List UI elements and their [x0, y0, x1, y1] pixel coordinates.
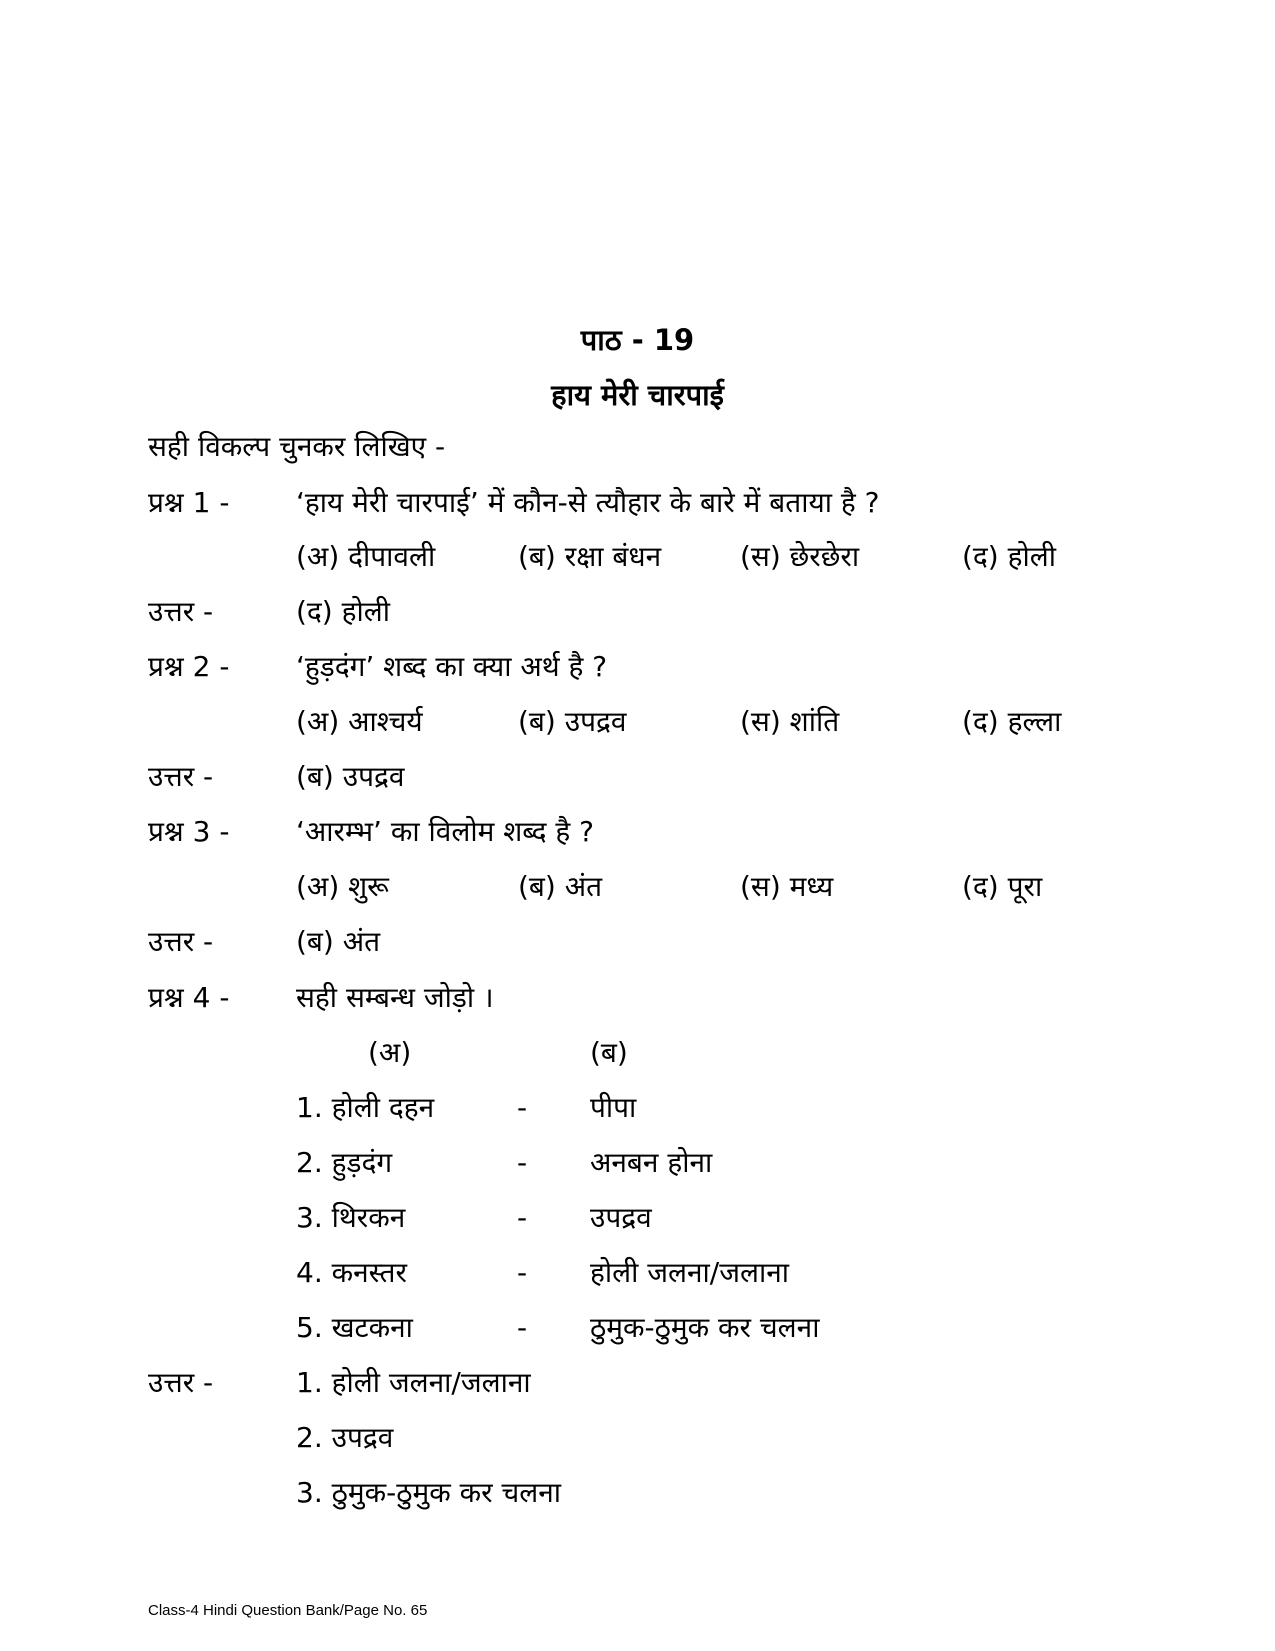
question-1-label: प्रश्न 1 - [148, 486, 230, 519]
question-4-answer-2: 2. उपद्रव [296, 1421, 394, 1454]
question-1-option-b: (ब) रक्षा बंधन [518, 540, 662, 573]
lesson-title: हाय मेरी चारपाई [551, 378, 724, 412]
match-row-4-dash: - [517, 1256, 528, 1289]
question-3-option-c: (स) मध्य [740, 870, 834, 903]
question-1-option-a: (अ) दीपावली [296, 540, 436, 573]
lesson-number: पाठ - 19 [580, 323, 695, 357]
question-3-option-b: (ब) अंत [518, 870, 603, 903]
match-row-2-a: 2. हुड़दंग [296, 1146, 393, 1179]
match-row-4-b: होली जलना/जलाना [590, 1256, 790, 1289]
question-1-text: ‘हाय मेरी चारपाई’ में कौन-से त्यौहार के बारे में बताया है ? [296, 486, 880, 519]
match-row-5-b: ठुमुक-ठुमुक कर चलना [590, 1311, 820, 1344]
question-2-label: प्रश्न 2 - [148, 650, 230, 683]
match-row-5-a: 5. खटकना [296, 1311, 413, 1344]
question-3-answer-label: उत्तर - [148, 925, 214, 958]
match-column-a-header: (अ) [368, 1036, 412, 1069]
question-3-option-a: (अ) शुरू [296, 870, 389, 903]
question-4-answer-3: 3. ठुमुक-ठुमुक कर चलना [296, 1476, 562, 1509]
question-2-answer: (ब) उपद्रव [296, 760, 405, 793]
question-2-answer-label: उत्तर - [148, 760, 214, 793]
instruction: सही विकल्प चुनकर लिखिए - [148, 430, 446, 463]
question-4-answer-1: 1. होली जलना/जलाना [296, 1366, 531, 1399]
question-2-option-d: (द) हल्ला [962, 705, 1062, 738]
match-row-1-b: पीपा [590, 1091, 637, 1124]
question-3-label: प्रश्न 3 - [148, 815, 230, 848]
match-row-2-b: अनबन होना [590, 1146, 713, 1179]
question-3-text: ‘आरम्भ’ का विलोम शब्द है ? [296, 815, 594, 848]
question-1-option-d: (द) होली [962, 540, 1056, 573]
page-footer: Class-4 Hindi Question Bank/Page No. 65 [148, 1602, 428, 1619]
match-row-4-a: 4. कनस्तर [296, 1256, 407, 1289]
match-row-1-a: 1. होली दहन [296, 1091, 435, 1124]
question-4-answer-label: उत्तर - [148, 1366, 214, 1399]
match-row-3-a: 3. थिरकन [296, 1201, 406, 1234]
match-column-b-header: (ब) [590, 1036, 628, 1069]
question-4-label: प्रश्न 4 - [148, 981, 230, 1014]
match-row-1-dash: - [517, 1091, 528, 1124]
question-3-answer: (ब) अंत [296, 925, 381, 958]
match-row-2-dash: - [517, 1146, 528, 1179]
question-1-answer-label: उत्तर - [148, 595, 214, 628]
question-1-option-c: (स) छेरछेरा [740, 540, 860, 573]
question-2-option-b: (ब) उपद्रव [518, 705, 627, 738]
question-2-option-a: (अ) आश्चर्य [296, 705, 423, 738]
question-1-answer: (द) होली [296, 595, 390, 628]
match-row-3-dash: - [517, 1201, 528, 1234]
question-3-option-d: (द) पूरा [962, 870, 1043, 903]
match-row-5-dash: - [517, 1311, 528, 1344]
question-2-text: ‘हुड़दंग’ शब्द का क्या अर्थ है ? [296, 650, 608, 683]
question-2-option-c: (स) शांति [740, 705, 840, 738]
match-row-3-b: उपद्रव [590, 1201, 652, 1234]
question-4-text: सही सम्बन्ध जोड़ो । [296, 981, 494, 1014]
